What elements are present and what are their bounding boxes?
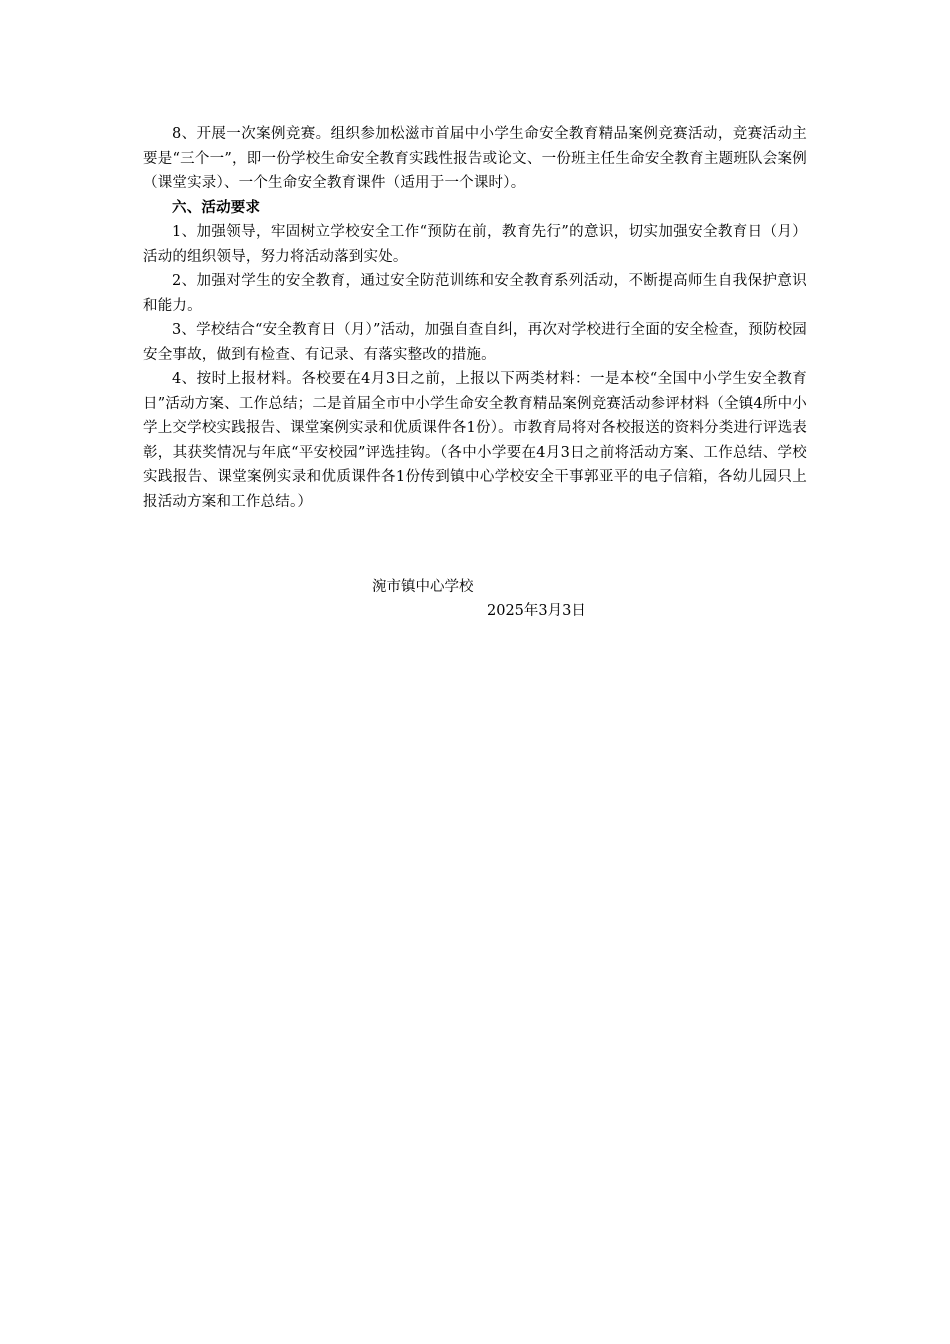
paragraph-requirement-4: 4、按时上报材料。各校要在4月3日之前，上报以下两类材料：一是本校“全国中小学生安全教育日”活动方案、工作总结；二是首届全市中小学生命安全教育精品案例竞赛活动参评材料（全镇4所中小学上交学校实践报告、课堂案例实录和优质课件各1份）。市教育局将对各校报送的资料分类进行评选表彰，其获奖情况与年底“平安校园”评选挂钩。（各中小学要在4月3日之前将活动方案、工作总结、学校实践报告、课堂案例实录和优质课件各1份传到镇中心学校安全干事郭亚平的电子信箱，各幼儿园只上报活动方案和工作总结。） [143,371,807,510]
paragraph-requirement-1: 1、加强领导，牢固树立学校安全工作“预防在前，教育先行”的意识，切实加强安全教育日（月）活动的组织领导，努力将活动落到实处。 [143,224,807,265]
section-heading-requirements: 六、活动要求 [172,198,261,216]
document-body [143,122,807,514]
paragraph-requirement-3: 3、学校结合“安全教育日（月）”活动，加强自查自纠，再次对学校进行全面的安全检查，预防校园安全事故，做到有检查、有记录、有落实整改的措施。 [143,322,807,363]
paragraph-item-8: 8、开展一次案例竞赛。组织参加松滋市首届中小学生命安全教育精品案例竞赛活动，竞赛活动主要是“三个一”，即一份学校生命安全教育实践性报告或论文、一份班主任生命安全教育主题班队会案例（课堂实录）、一个生命安全教育课件（适用于一个课时）。 [143,126,807,191]
signature-organization: 涴市镇中心学校 [372,579,474,595]
signature-date: 2025年3月3日 [487,603,586,619]
paragraph-requirement-2: 2、加强对学生的安全教育，通过安全防范训练和安全教育系列活动，不断提高师生自我保护意识和能力。 [143,273,807,314]
